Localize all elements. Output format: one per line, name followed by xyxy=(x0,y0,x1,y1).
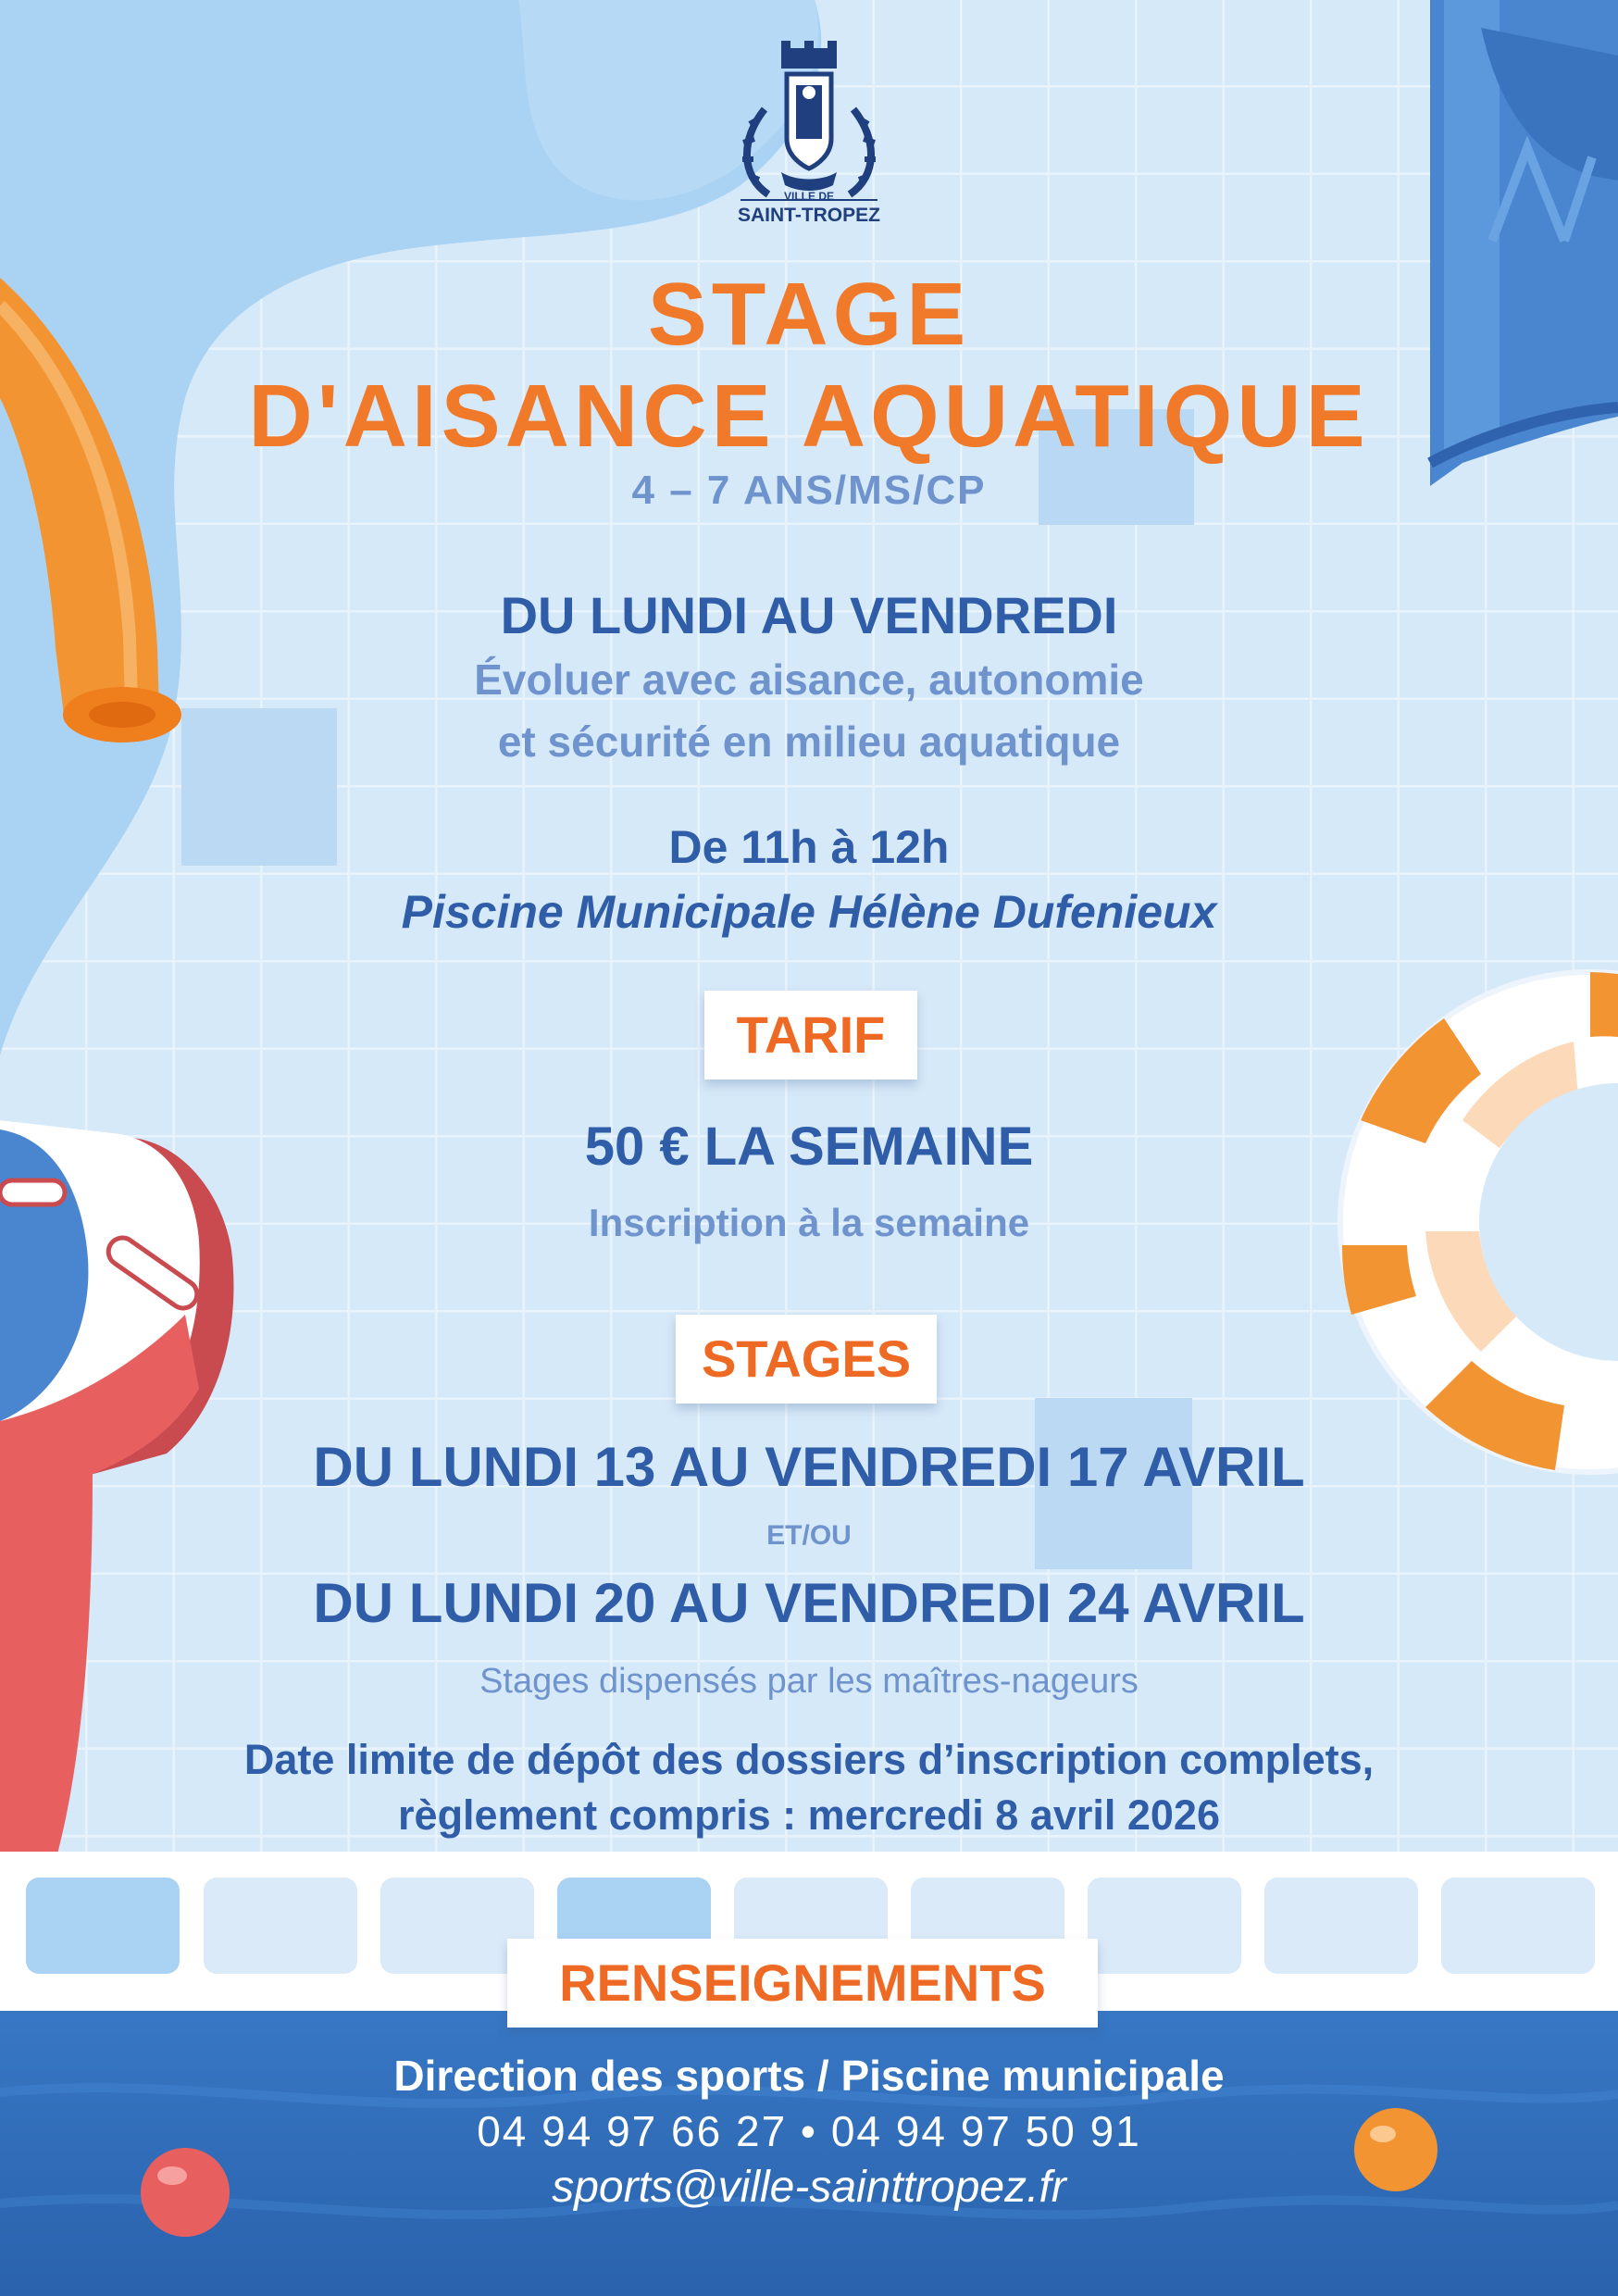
contact-email[interactable]: sports@ville-sainttropez.fr xyxy=(552,2163,1066,2212)
price: 50 € LA SEMAINE xyxy=(584,1117,1034,1177)
logo-town-name: SAINT-TROPEZ xyxy=(737,205,880,226)
deadline-line-1: Date limite de dépôt des dossiers d’inscription complets, xyxy=(243,1736,1375,1783)
contact-department: Direction des sports / Piscine municipale xyxy=(393,2052,1225,2100)
logo-town-prefix: VILLE DE xyxy=(783,190,834,203)
price-note: Inscription à la semaine xyxy=(588,1201,1030,1244)
stage-week-2: DU LUNDI 20 AU VENDREDI 24 AVRIL xyxy=(313,1572,1305,1634)
age-range: 4 – 7 ANS/MS/CP xyxy=(631,468,987,513)
title-line-1: STAGE xyxy=(647,265,971,364)
stage-week-1: DU LUNDI 13 AU VENDREDI 17 AVRIL xyxy=(313,1436,1305,1498)
stage-connector: ET/OU xyxy=(766,1520,852,1551)
days-heading: DU LUNDI AU VENDREDI xyxy=(500,586,1118,644)
title-line-2: D'AISANCE AQUATIQUE xyxy=(248,367,1370,466)
tarif-label-box xyxy=(704,991,917,1079)
tarif-label: TARIF xyxy=(736,1005,886,1064)
deadline-line-2: règlement compris : mercredi 8 avril 2026 xyxy=(398,1791,1220,1839)
stages-label: STAGES xyxy=(701,1329,912,1388)
contact-label-box xyxy=(507,1939,1098,2028)
venue-name: Piscine Municipale Hélène Dufenieux xyxy=(401,886,1217,938)
goal-line-1: Évoluer avec aisance, autonomie xyxy=(474,655,1144,704)
goal-line-2: et sécurité en milieu aquatique xyxy=(497,718,1121,766)
session-hours: De 11h à 12h xyxy=(668,821,950,873)
contact-label: RENSEIGNEMENTS xyxy=(559,1953,1046,2012)
staff-note: Stages dispensés par les maîtres-nageurs xyxy=(479,1662,1139,1701)
contact-phones: 04 94 97 66 27 • 04 94 97 50 91 xyxy=(477,2107,1141,2155)
stages-label-box xyxy=(676,1315,937,1404)
